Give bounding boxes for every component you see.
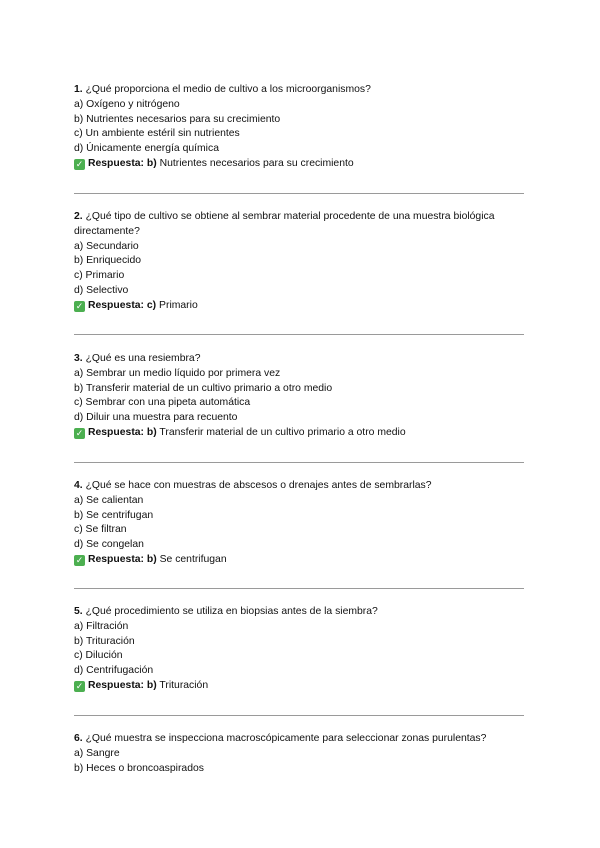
answer-text: Primario [159,299,198,311]
option-d: d) Únicamente energía química [74,143,219,155]
divider [74,334,524,335]
question-title [74,210,528,240]
answer-label: Respuesta: [88,553,145,565]
question-text: ¿Qué tipo de cultivo se obtiene al sembrar material procedente de una muestra biológica directamente? [74,211,495,237]
option-c: c) Se filtran [74,524,127,536]
option-c: c) Un ambiente estéril sin nutrientes [74,128,240,140]
option-b: b) Heces o broncoaspirados [74,762,204,774]
question-4 [74,479,528,568]
answer-label: Respuesta: [88,426,145,438]
answer-text: Trituración [159,679,209,691]
question-number: 5. [74,606,83,617]
option-b: b) Transferir material de un cultivo primario a otro medio [74,382,333,394]
question-number: 4. [74,480,83,491]
answer-letter: b) [146,553,157,565]
option-b: b) Se centrifugan [74,509,154,521]
check-mark-icon: ✓ [75,427,84,438]
answer-label: Respuesta: [88,679,145,691]
option-c: c) Primario [74,270,125,282]
answer-letter: b) [146,679,157,691]
answer-letter: b) [146,157,157,169]
answer-letter: b) [146,426,157,438]
option-d: d) Selectivo [74,284,129,296]
question-text: ¿Qué procedimiento se utiliza en biopsias antes de la siembra? [85,606,378,617]
answer-label: Respuesta: [88,299,145,311]
check-mark-icon: ✓ [75,554,84,565]
answer-letter: c) [146,299,157,311]
question-title [74,732,528,747]
option-c: c) Dilución [74,650,123,662]
option-d: d) Centrifugación [74,665,154,677]
answer-line [74,553,528,568]
answer-text: Se centrifugan [159,553,227,565]
question-6 [74,732,528,776]
question-number: 6. [74,733,83,744]
divider [74,462,524,463]
answer-label: Respuesta: [88,157,145,169]
question-3 [74,352,528,441]
check-mark-icon: ✓ [75,300,84,311]
answer-line [74,679,528,694]
option-b: b) Enriquecido [74,255,142,267]
option-c: c) Sembrar con una pipeta automática [74,397,251,409]
option-b: b) Trituración [74,635,135,647]
divider [74,715,524,716]
option-a: a) Oxígeno y nitrógeno [74,98,180,110]
option-d: d) Se congelan [74,539,144,551]
question-title [74,352,528,367]
question-number: 1. [74,84,83,95]
question-5 [74,605,528,694]
question-text: ¿Qué proporciona el medio de cultivo a los microorganismos? [85,84,371,95]
question-2 [74,210,528,314]
question-1 [74,83,528,172]
option-a: a) Filtración [74,620,129,632]
question-title [74,479,528,494]
option-a: a) Sembrar un medio líquido por primera vez [74,367,281,379]
question-title [74,83,528,98]
question-number: 3. [74,353,83,364]
answer-line [74,426,528,441]
answer-text: Transferir material de un cultivo primario a otro medio [159,426,406,438]
check-mark-icon: ✓ [75,680,84,691]
answer-text: Nutrientes necesarios para su crecimiento [159,157,354,169]
option-d: d) Diluir una muestra para recuento [74,412,238,424]
question-number: 2. [74,211,83,222]
question-text: ¿Qué se hace con muestras de abscesos o drenajes antes de sembrarlas? [85,480,432,491]
option-b: b) Nutrientes necesarios para su crecimiento [74,113,281,125]
option-a: a) Se calientan [74,494,144,506]
question-text: ¿Qué es una resiembra? [85,353,201,364]
divider [74,588,524,589]
divider [74,193,524,194]
question-title [74,605,528,620]
check-mark-icon: ✓ [75,158,84,169]
option-a: a) Secundario [74,240,139,252]
answer-line [74,299,528,314]
option-a: a) Sangre [74,747,120,759]
answer-line [74,157,528,172]
question-text: ¿Qué muestra se inspecciona macroscópicamente para seleccionar zonas purulentas? [85,733,487,744]
